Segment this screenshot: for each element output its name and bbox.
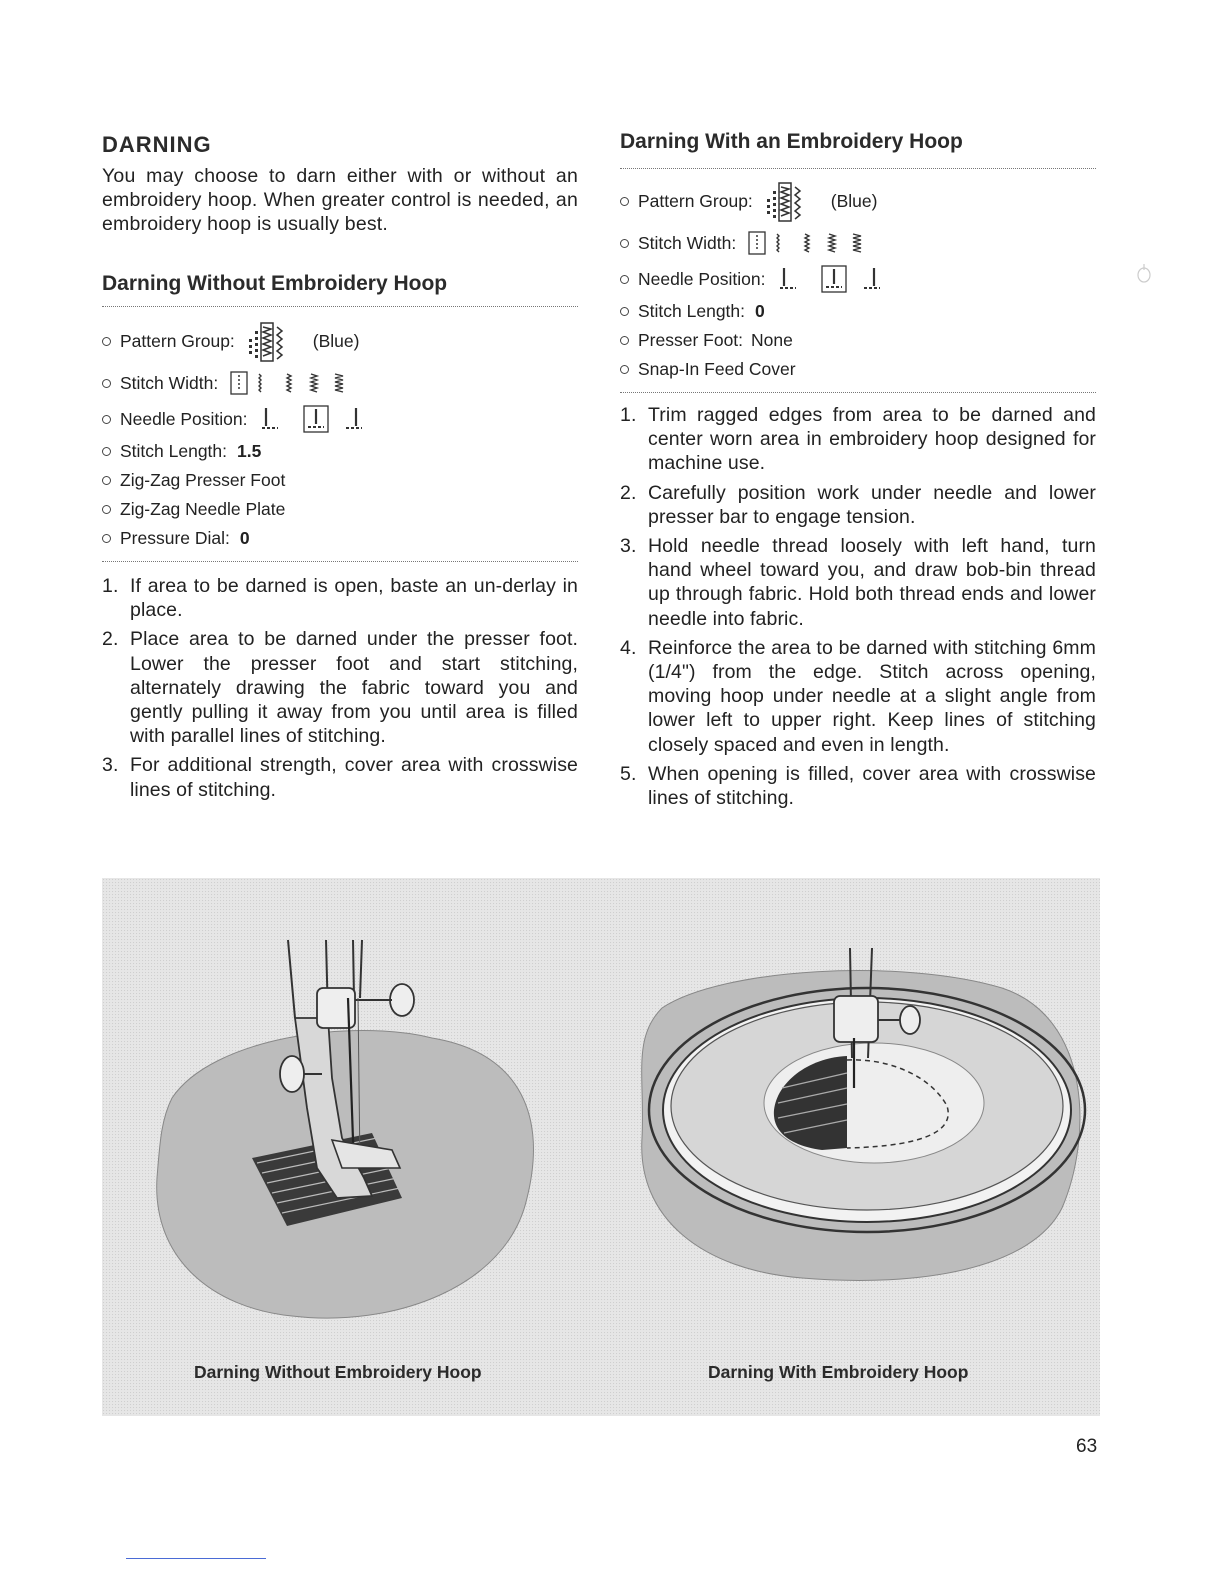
stitch-width-icons — [229, 370, 353, 396]
settings-list-with-hoop — [620, 175, 1096, 384]
bullet-icon — [620, 275, 629, 284]
bullet-icon — [102, 476, 111, 485]
fabric-without-hoop — [157, 940, 534, 1318]
setting-feed-cover: Snap-In Feed Cover — [620, 355, 1096, 384]
bullet-icon — [620, 239, 629, 248]
section-title: DARNING — [102, 132, 212, 157]
setting-stitch-width: Stitch Width: — [620, 225, 1096, 261]
divider — [620, 168, 1096, 169]
stitch-width-icons — [747, 230, 871, 256]
pattern-group-icon — [765, 179, 809, 223]
caption-with-hoop: Darning With Embroidery Hoop — [708, 1362, 969, 1382]
footer-rule — [126, 1558, 266, 1559]
left-column — [102, 128, 578, 807]
bullet-icon — [102, 447, 111, 456]
setting-presser-foot: Zig-Zag Presser Foot — [102, 466, 578, 495]
setting-needle-plate: Zig-Zag Needle Plate — [102, 495, 578, 524]
list-item: 1. If area to be darned is open, baste an un-derlay in place. — [102, 575, 578, 622]
illustration-panel — [102, 878, 1100, 1416]
list-item: 3. For additional strength, cover area with crosswise lines of stitching. — [102, 754, 578, 801]
fabric-with-hoop — [642, 948, 1085, 1280]
bullet-icon — [620, 197, 629, 206]
divider — [102, 561, 578, 562]
list-item: 2. Place area to be darned under the presser foot. Lower the presser foot and start stitching, alternately drawing the fabric toward you and gently pulling it away from you until area is filled with parallel lines of stitching. — [102, 628, 578, 748]
right-column — [620, 128, 1096, 815]
divider — [102, 306, 578, 307]
setting-pressure-dial: Pressure Dial: 0 — [102, 524, 578, 553]
bullet-icon — [102, 337, 111, 346]
needle-position-icons — [776, 264, 896, 294]
bullet-icon — [102, 379, 111, 388]
list-item: 4. Reinforce the area to be darned with stitching 6mm (1/4") from the edge. Stitch across opening, moving hoop under needle at a slight angle from lower left to upper right. Keep lines of stitching closely spaced and even in length. — [620, 636, 1096, 756]
setting-presser-foot: Presser Foot: None — [620, 326, 1096, 355]
needle-position-icons — [258, 404, 378, 434]
setting-stitch-length: Stitch Length: 1.5 — [102, 437, 578, 466]
list-item: 3. Hold needle thread loosely with left hand, turn hand wheel toward you, and draw bob-bin thread up through fabric. Hold both thread ends and lower needle into fabric. — [620, 535, 1096, 630]
list-item: 2. Carefully position work under needle and lower presser bar to engage tension. — [620, 481, 1096, 528]
list-item: 5. When opening is filled, cover area with crosswise lines of stitching. — [620, 762, 1096, 810]
bullet-icon — [102, 415, 111, 424]
bullet-icon — [102, 534, 111, 543]
setting-stitch-length: Stitch Length: 0 — [620, 297, 1096, 326]
setting-pattern-group: Pattern Group: (Blue) — [102, 315, 578, 365]
setting-needle-position: Needle Position: — [102, 401, 578, 437]
bullet-icon — [620, 336, 629, 345]
bullet-icon — [102, 505, 111, 514]
subtitle-without-hoop: Darning Without Embroidery Hoop — [102, 272, 448, 295]
list-item: 1. Trim ragged edges from area to be darned and center worn area in embroidery hoop designed for machine use. — [620, 404, 1096, 475]
settings-list-without-hoop — [102, 315, 578, 553]
bullet-icon — [620, 307, 629, 316]
intro-paragraph: You may choose to darn either with or without an embroidery hoop. When greater control is needed, an embroidery hoop is usually best. — [102, 165, 578, 235]
darning-illustrations — [102, 878, 1100, 1416]
pattern-group-icon — [247, 319, 291, 363]
setting-pattern-group: Pattern Group: (Blue) — [620, 175, 1096, 225]
steps-without-hoop — [102, 574, 578, 802]
divider — [620, 392, 1096, 393]
setting-needle-position: Needle Position: — [620, 261, 1096, 297]
setting-stitch-width: Stitch Width: — [102, 365, 578, 401]
caption-without-hoop: Darning Without Embroidery Hoop — [194, 1362, 482, 1382]
subtitle-with-hoop: Darning With an Embroidery Hoop — [620, 130, 963, 153]
page-number: 63 — [1076, 1436, 1098, 1457]
bullet-icon — [620, 365, 629, 374]
steps-with-hoop — [620, 403, 1096, 810]
scan-mark-icon — [1136, 262, 1152, 284]
